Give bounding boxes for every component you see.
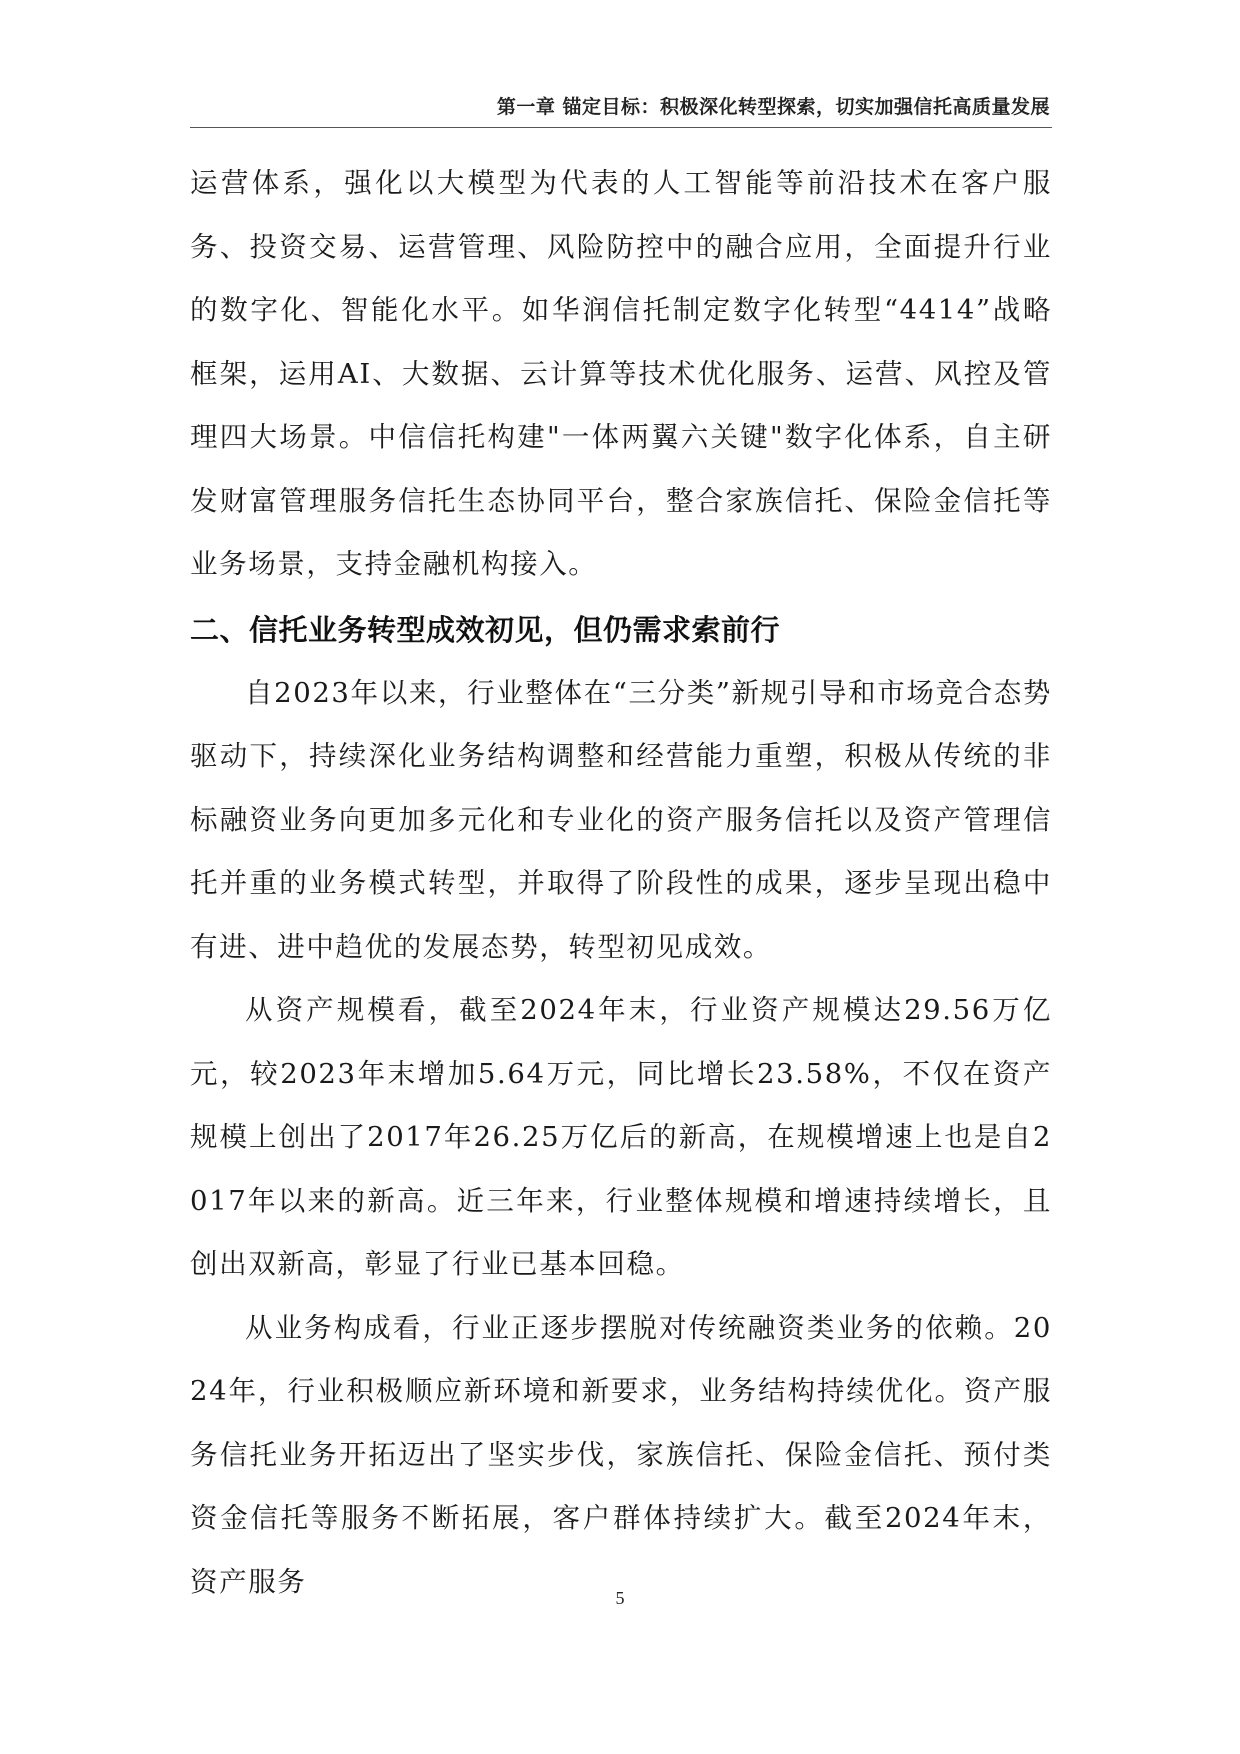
header-divider <box>190 127 1052 128</box>
paragraph-asset-scale: 从资产规模看，截至2024年末，行业资产规模达29.56万亿元，较2023年末增加5.64万元，同比增长23.58%，不仅在资产规模上创出了2017年26.25万亿后的新高，在规模增速上也是自2017年以来的新高。近三年来，行业整体规模和增速持续增长，且创出双新高，彰显了行业已基本回稳。 <box>190 994 1052 1280</box>
page-number: 5 <box>615 1588 625 1608</box>
body-text <box>190 152 1052 1614</box>
section-heading: 二、信托业务转型成效初见，但仍需求索前行 <box>190 612 781 647</box>
paragraph-transformation-overview: 自2023年以来，行业整体在“三分类”新规引导和市场竞合态势驱动下，持续深化业务结构调整和经营能力重塑，积极从传统的非标融资业务向更加多元化和专业化的资产服务信托以及资产管理信托并重的业务模式转型，并取得了阶段性的成果，逐步呈现出稳中有进、进中趋优的发展态势，转型初见成效。 <box>190 676 1052 963</box>
running-header: 第一章 锚定目标：积极深化转型探索，切实加强信托高质量发展 <box>496 96 1050 118</box>
continuation-paragraph: 运营体系，强化以大模型为代表的人工智能等前沿技术在客户服务、投资交易、运营管理、风险防控中的融合应用，全面提升行业的数字化、智能化水平。如华润信托制定数字化转型“4414”战略框架，运用AI、大数据、云计算等技术优化服务、运营、风控及管理四大场景。中信信托构建"一体两翼六关键"数字化体系，自主研发财富管理服务信托生态协同平台，整合家族信托、保险金信托等业务场景，支持金融机构接入。 <box>190 167 1052 580</box>
paragraph-business-composition: 从业务构成看，行业正逐步摆脱对传统融资类业务的依赖。2024年，行业积极顺应新环境和新要求，业务结构持续优化。资产服务信托业务开拓迈出了坚实步伐，家族信托、保险金信托、预付类资金信托等服务不断拓展，客户群体持续扩大。截至2024年末，资产服务 <box>190 1311 1052 1598</box>
